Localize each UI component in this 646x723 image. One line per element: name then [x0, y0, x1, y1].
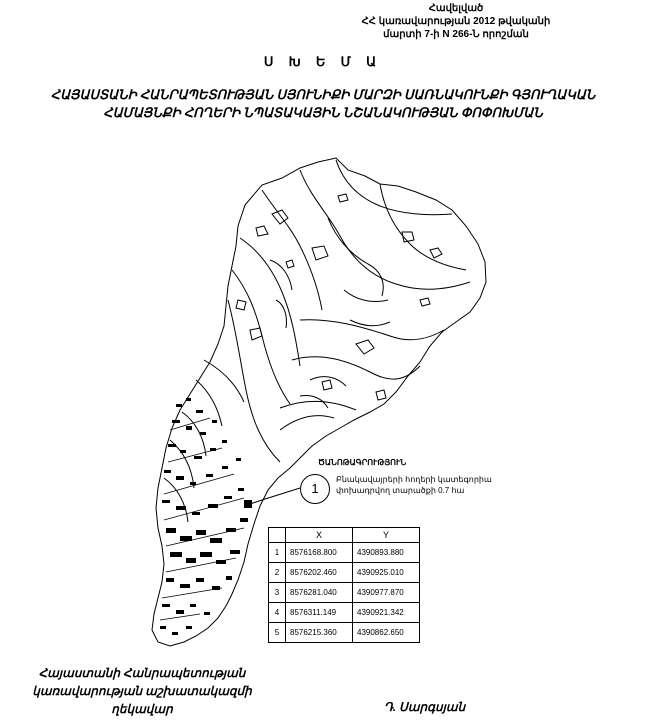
table-row — [269, 563, 420, 583]
table-cell: 2 — [269, 563, 286, 583]
table-cell: 1 — [269, 543, 286, 563]
signature-line-2: կառավարության աշխատակազմի — [32, 684, 252, 698]
table-cell: 4390893.880 — [353, 543, 420, 563]
table-cell: 8576202.460 — [286, 563, 353, 583]
table-cell: 4 — [269, 603, 286, 623]
approval-line-2: ՀՀ կառավարության 2012 թվականի — [361, 16, 551, 27]
table-header-row — [269, 528, 420, 543]
table-cell: 8576168.800 — [286, 543, 353, 563]
signature-left — [12, 664, 272, 718]
approval-line-3: մարտի 7-ի N 266-Ն որոշման — [383, 29, 529, 40]
table-header-cell: Y — [353, 528, 420, 543]
table-cell: 8576311.149 — [286, 603, 353, 623]
table-row — [269, 603, 420, 623]
table-cell: 4390862.650 — [353, 623, 420, 643]
main-title-line-1: ՀԱՅԱՍՏԱՆԻ ՀԱՆՐԱՊԵՏՈՒԹՅԱՆ ՍՅՈՒՆԻՔԻ ՄԱՐԶԻ ՍԱՌՆԱԿՈՒՆՔԻ ԳՅՈՒՂԱԿԱՆ — [50, 87, 596, 102]
signature-name: Դ. Սարգսյան — [384, 700, 466, 714]
table-cell: 3 — [269, 583, 286, 603]
legend-description: Բնակավայրերի հողերի կատեգորիա փոխադրվող տարածքի 0.7 հա — [336, 475, 492, 495]
table-row — [269, 543, 420, 563]
table-cell: 8576281.040 — [286, 583, 353, 603]
table-cell: 8576215.360 — [286, 623, 353, 643]
main-title-line-2: ՀԱՄԱՅՆՔԻ ՀՈՂԵՐԻ ՆՊԱՏԱԿԱՅԻՆ ՆՇԱՆԱԿՈՒԹՅԱՆ ՓՈՓՈԽՄԱՆ — [103, 105, 543, 120]
table-cell: 4390921.342 — [353, 603, 420, 623]
scheme-title: Ս Խ Ե Մ Ա — [263, 54, 383, 69]
legend-marker: 1 — [300, 474, 330, 504]
legend-title: ԾԱՆՈԹԱԳՐՈՒԹՅՈՒՆ — [318, 458, 407, 467]
signature-line-3: ղեկավար — [111, 702, 173, 716]
settlement-area — [160, 398, 248, 635]
table-cell: 4390977.870 — [353, 583, 420, 603]
coordinates-table — [268, 527, 420, 643]
signature-line-1: Հայաստանի Հանրապետության — [38, 666, 246, 680]
table-header-cell: X — [286, 528, 353, 543]
table-row — [269, 583, 420, 603]
table-row — [269, 623, 420, 643]
table-cell: 5 — [269, 623, 286, 643]
approval-line-1: Հավելված — [428, 3, 484, 14]
table-cell: 4390925.010 — [353, 563, 420, 583]
table-header-cell — [269, 528, 286, 543]
